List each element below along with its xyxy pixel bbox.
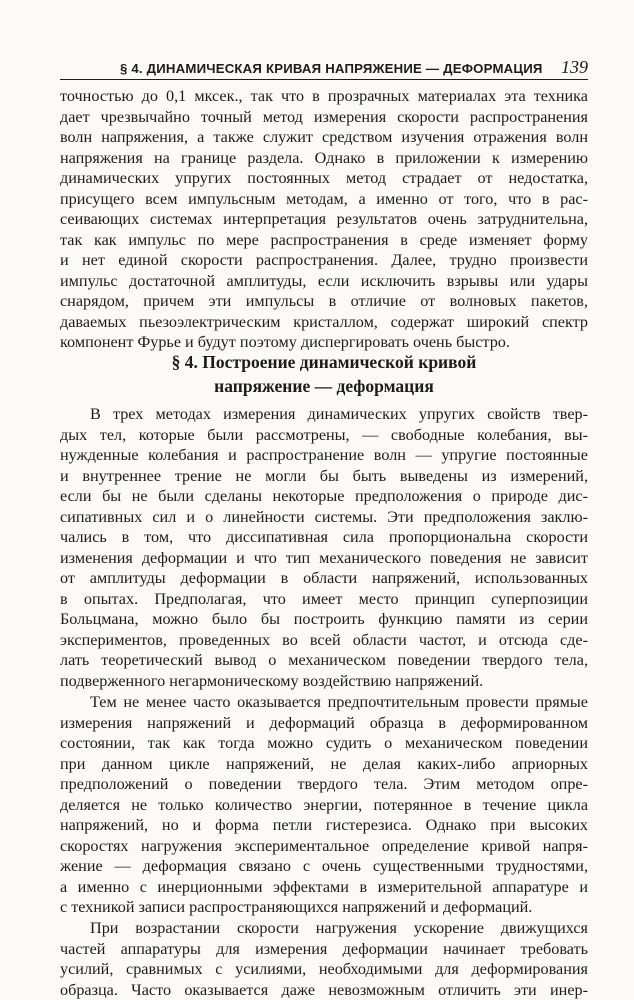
- text-line: жение — деформация связано с очень существенными трудностями,: [60, 857, 588, 875]
- text-line: а именно с инерционными эффектами в измерительной аппаратуре и: [60, 877, 588, 896]
- paragraph-1: [60, 404, 588, 691]
- section-heading: [60, 350, 588, 398]
- text-line: чались в том, что диссипативная сила пропорциональна скорости: [60, 528, 588, 546]
- text-line: При возрастании скорости нагружения ускорение движущихся: [90, 919, 588, 937]
- text-line: компонент Фурье и будут поэтому диспергировать очень быстро.: [60, 333, 510, 351]
- text-line: лать теоретический вывод о механическом поведении твердого тела,: [60, 651, 588, 669]
- text-line: деляется не только количество энергии, потерянное в течение цикла: [60, 795, 588, 814]
- paragraph-2: [60, 692, 588, 918]
- text-line: напряжений, но и форма петли гистерезиса. Однако при высоких: [60, 816, 588, 834]
- text-line: точностью до 0,1 мксек., так что в прозрачных материалах эта техника: [60, 87, 588, 105]
- text-line: скоростях нагружения экспериментальное определение кривой напря-: [60, 836, 588, 855]
- text-line: снарядом, причем эти импульсы в отличие от волновых пакетов,: [60, 292, 588, 310]
- text-line: и нет единой скорости распространения. Далее, трудно произвести: [60, 251, 588, 269]
- text-line: изменения деформации и что тип механического поведения не зависит: [60, 548, 588, 567]
- section-heading-line-1: § 4. Построение динамической кривой: [171, 352, 477, 372]
- text-line: с техникой записи распространяющихся напряжений и деформаций.: [60, 898, 533, 916]
- text-line: Больцмана, можно было бы построить функцию памяти из серии: [60, 610, 588, 628]
- text-line: при данном цикле напряжений, не делая каких-либо априорных: [60, 754, 588, 773]
- text-line: присущего всем импульсным методам, а именно от того, что в рас-: [60, 189, 588, 208]
- text-line: волн напряжения, а также служит средством изучения отражения волн: [60, 128, 588, 146]
- text-line: напряжения на границе раздела. Однако в приложении к измерению: [60, 148, 588, 167]
- text-line: дых тел, которые были рассмотрены, — свободные колебания, вы-: [60, 425, 588, 444]
- text-line: предположений о поведении твердого тела. Этим методом опре-: [60, 775, 588, 793]
- text-line: состоянии, так как тогда можно судить о механическом поведении: [60, 734, 588, 752]
- text-line: в опытах. Предполагая, что имеет место принцип суперпозиции: [60, 589, 588, 608]
- text-line: и внутреннее трение не могли бы быть выведены из измерений,: [60, 466, 588, 485]
- text-line: если бы не были сделаны некоторые предположения о природе дис-: [60, 487, 588, 505]
- text-line: сипативных сил и о линейности системы. Эти предположения заклю-: [60, 507, 588, 526]
- text-line: от амплитуды деформации в области напряжений, использованных: [60, 569, 588, 587]
- text-line: В трех методах измерения динамических упругих свойств твер-: [90, 405, 588, 423]
- text-line: нужденные колебания и распространение волн — упругие постоянные: [60, 446, 588, 464]
- top-paragraph: [60, 86, 588, 353]
- book-page: [60, 0, 588, 1000]
- text-line: дает чрезвычайно точный метод измерения скорости распространения: [60, 107, 588, 126]
- text-line: усилий, сравнимых с усилиями, необходимыми для деформирования: [60, 960, 588, 978]
- header-rule: [60, 79, 588, 80]
- page-number: 139: [561, 57, 588, 77]
- text-line: частей аппаратуры для измерения деформации начинает требовать: [60, 939, 588, 958]
- text-line: измерения напряжений и деформаций образца в деформированном: [60, 713, 588, 732]
- text-line: так как импульс по мере распространения в среде изменяет форму: [60, 230, 588, 249]
- running-head: [60, 58, 588, 80]
- text-line: импульс достаточной амплитуды, если исключить взрывы или удары: [60, 271, 588, 290]
- paragraph-3: [60, 918, 588, 1000]
- section-heading-line-2: напряжение — деформация: [214, 376, 434, 396]
- text-line: динамических упругих постоянных метод страдает от недостатка,: [60, 169, 588, 187]
- text-line: даваемых пьезоэлектрическим кристаллом, содержат широкий спектр: [60, 312, 588, 331]
- text-line: подверженного негармоническому воздействию напряжений.: [60, 671, 484, 690]
- running-head-title: § 4. ДИНАМИЧЕСКАЯ КРИВАЯ НАПРЯЖЕНИЕ — ДЕФОРМАЦИЯ: [120, 61, 543, 76]
- text-line: образца. Часто оказывается даже невозможным отличить эти инер-: [60, 980, 588, 999]
- text-line: экспериментов, проведенных во всей области частот, и отсюда сде-: [60, 630, 588, 649]
- text-line: сеивающих системах интерпретация результатов очень затруднительна,: [60, 210, 588, 228]
- text-line: Тем не менее часто оказывается предпочтительным провести прямые: [90, 693, 588, 711]
